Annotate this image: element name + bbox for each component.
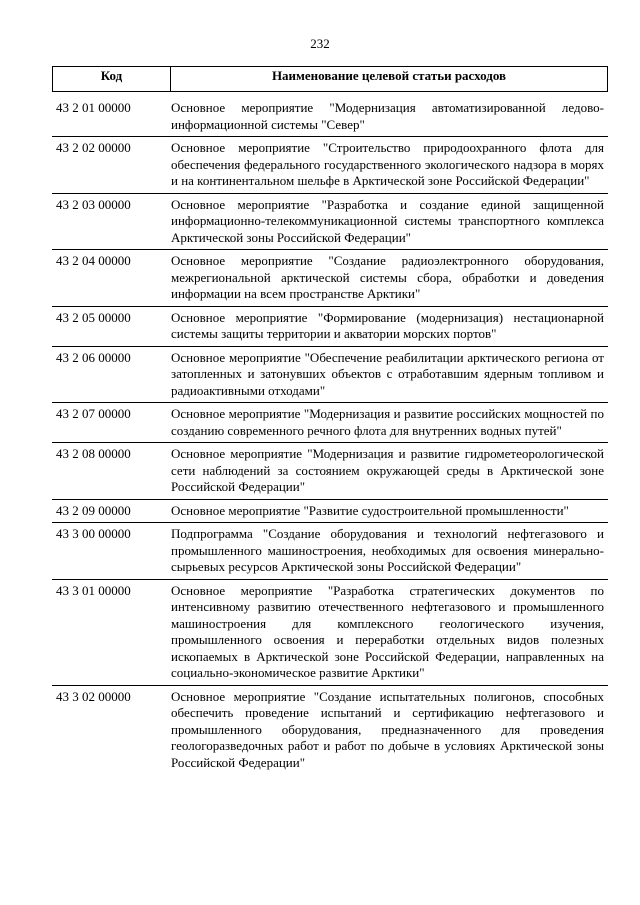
table-row [52,140,608,194]
table-header [52,66,608,92]
table-row [52,310,608,347]
row-name: Основное мероприятие "Формирование (модернизация) нестационарной системы защиты территории и акватории морских портов" [171,309,604,341]
table-row [52,689,608,775]
row-name: Основное мероприятие "Модернизация и развитие российских мощностей по созданию современного речного флота для внутренних водных путей" [171,406,604,438]
row-name: Основное мероприятие "Создание радиоэлектронного оборудования, межрегиональной арктической системы сбора, обработки и доведения информации на всем пространстве Арктики" [171,253,604,301]
row-name: Основное мероприятие "Обеспечение реабилитации арктического региона от затопленных и затонувших объектов с отработавшим ядерным топливом и радиоактивными отходами" [171,349,604,398]
row-code: 43 2 01 00000 [56,100,131,115]
table-row [52,503,608,524]
table-row [52,526,608,580]
table-row [52,350,608,404]
header-name: Наименование целевой статьи расходов [271,68,507,83]
row-name: Подпрограмма "Создание оборудования и технологий нефтегазового и промышленного машиностроения, необходимых для освоения минерально-сырьевых ресурсов Арктической зоны Российской Федерации" [171,526,604,574]
row-code: 43 2 04 00000 [56,253,131,268]
row-code: 43 3 00 00000 [56,526,131,541]
row-code: 43 2 08 00000 [56,446,131,461]
row-name: Основное мероприятие "Модернизация и развитие гидрометеорологической сети наблюдений за состоянием окружающей среды в Арктической зоне Российской Федерации" [171,446,604,494]
row-name: Основное мероприятие "Развитие судостроительной промышленности" [171,502,569,518]
table-row [52,100,608,137]
table-row [52,583,608,686]
row-name: Основное мероприятие "Строительство природоохранного флота для обеспечения федерального государственного экологического надзора в морях и на континентальном шельфе в Арктической зоне Российской Федерации" [171,140,604,188]
row-name: Основное мероприятие "Создание испытательных полигонов, способных обеспечить проведение испытаний и сертификацию нефтегазового и промышленного оборудования, предназначенного для проведения геологоразведочных работ и работ по добыче в условиях Арктической зоны Российской Федерации" [171,688,604,770]
header-code: Код [53,67,171,91]
row-code: 43 2 06 00000 [56,349,131,365]
row-code: 43 2 05 00000 [56,309,131,325]
row-name: Основное мероприятие "Разработка и создание единой защищенной информационно-телекоммуникационной системы транспортного комплекса Арктической зоны Российской Федерации" [171,196,604,245]
row-code: 43 2 07 00000 [56,406,131,421]
table-row [52,253,608,307]
row-code: 43 2 09 00000 [56,502,131,518]
row-code: 43 2 03 00000 [56,196,131,212]
table-row [52,406,608,443]
page-number: 232 [310,36,330,51]
row-name: Основное мероприятие "Модернизация автоматизированной ледово-информационной системы "Север" [171,100,604,132]
row-code: 43 3 02 00000 [56,688,131,704]
table-row [52,446,608,500]
row-code: 43 3 01 00000 [56,582,131,598]
table-row [52,197,608,251]
row-name: Основное мероприятие "Разработка стратегических документов по интенсивному развитию отечественного нефтегазового и промышленного машиностроения для комплексного геологического изучения, промышленного освоения и переработки отдельных видов полезных ископаемых в Арктической зоне Российской Федерации, направленных на социально-экономическое развитие Арктики" [171,582,604,680]
table-body [52,100,608,777]
row-code: 43 2 02 00000 [56,140,131,155]
